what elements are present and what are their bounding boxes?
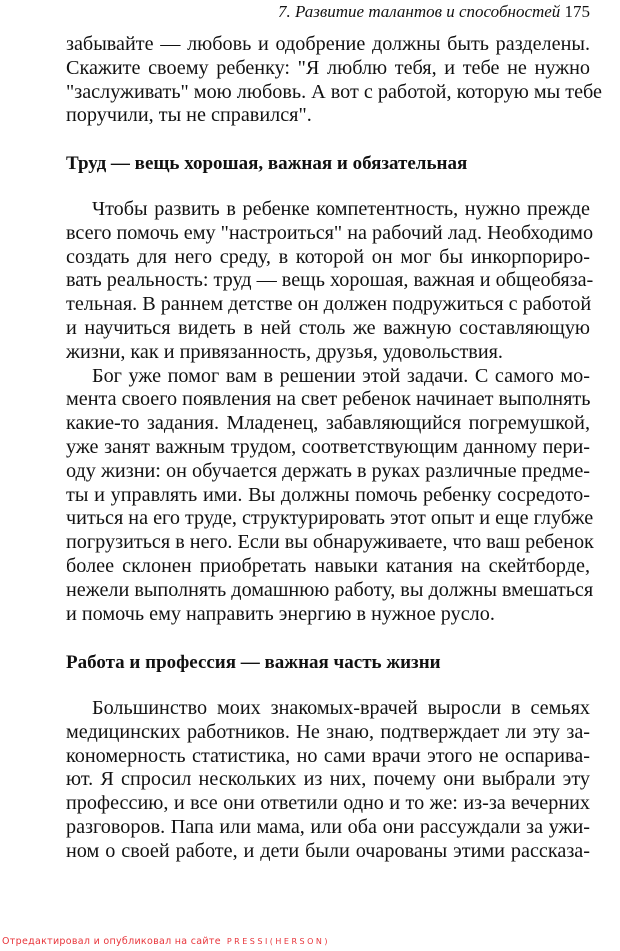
watermark-brand: PRESSI(HERSON) [226,937,331,946]
running-header [278,2,590,24]
text-line: мента своего появления на свет ребенок начинает выполнять [66,388,591,411]
text-line: поручили, ты не справился". [66,104,312,127]
chapter-title: 7. Развитие талантов и способностей [278,2,561,21]
text-line: забывайте — любовь и одобрение должны быть разделены. [66,33,590,55]
text-line: Скажите своему ребенку: "Я люблю тебя, и тебе не нужно [66,56,590,79]
text-line: создать для него среду, в которой он мог бы инкорпориро- [66,245,590,268]
text-line: Большинство моих знакомых-врачей выросли в семьях [92,697,590,719]
text-line: оду жизни: он обучается держать в руках различные предме- [66,459,590,482]
section-heading: Работа и профессия — важная часть жизни [66,652,441,673]
text-line: ном о своей работе, и дети были очарованы этими рассказа- [66,839,590,862]
text-line: Чтобы развить в ребенке компетентность, нужно прежде [92,198,590,220]
text-line: вать реальность: труд — вещь хорошая, важная и общеобяза- [66,269,594,292]
page-number: 175 [564,2,590,21]
text-line: ты и управлять ими. Вы должны помочь ребенку сосредото- [66,483,590,506]
text-line: погрузиться в него. Если вы обнаруживаете, что ваш ребенок [66,531,594,554]
text-line: уже занят важным трудом, соответствующим данному пери- [66,435,590,458]
text-line: читься на его труде, структурировать этот опыт и еще глубже [66,507,594,530]
text-line: профессию, и все они ответили одно и то же: из-за вечерних [66,792,590,815]
text-line: какие-то задания. Младенец, забавляющийся погремушкой, [66,412,590,435]
text-line: ют. Я спросил нескольких из них, почему они выбрали эту [66,768,590,791]
publisher-watermark [2,936,330,950]
section-heading: Труд — вещь хорошая, важная и обязательная [66,153,468,174]
text-line: всего помочь ему "настроиться" на рабочий лад. Необходимо [66,221,594,244]
text-line: тельная. В раннем детстве он должен подружиться с работой [66,293,592,316]
text-line: "заслуживать" мою любовь. А вот с работой, которую мы тебе [66,80,603,103]
text-line: нежели выполнять домашнюю работу, вы должны вмешаться [66,578,594,601]
text-line: жизни, как и привязанность, друзья, удовольствия. [66,340,503,363]
paragraph-continued [66,33,603,128]
text-line: и помочь ему направить энергию в нужное русло. [66,602,495,625]
text-line: разговоров. Папа или мама, или оба они рассуждали за ужи- [66,815,590,838]
text-line: медицинских работников. Не знаю, подтверждает ли эту за- [66,720,590,743]
text-line: Бог уже помог вам в решении этой задачи. С самого мо- [92,364,590,387]
section-body [66,198,594,626]
text-line: более склонен приобретать навыки катания на скейтборде, [66,554,590,577]
watermark-text: Отредактировал и опубликовал на сайте [2,936,221,947]
text-line: кономерность статистика, но сами врачи этого не оспарива- [66,744,590,767]
text-line: и научиться видеть в ней столь же важную составляющую [66,316,590,339]
section-body [66,697,590,864]
